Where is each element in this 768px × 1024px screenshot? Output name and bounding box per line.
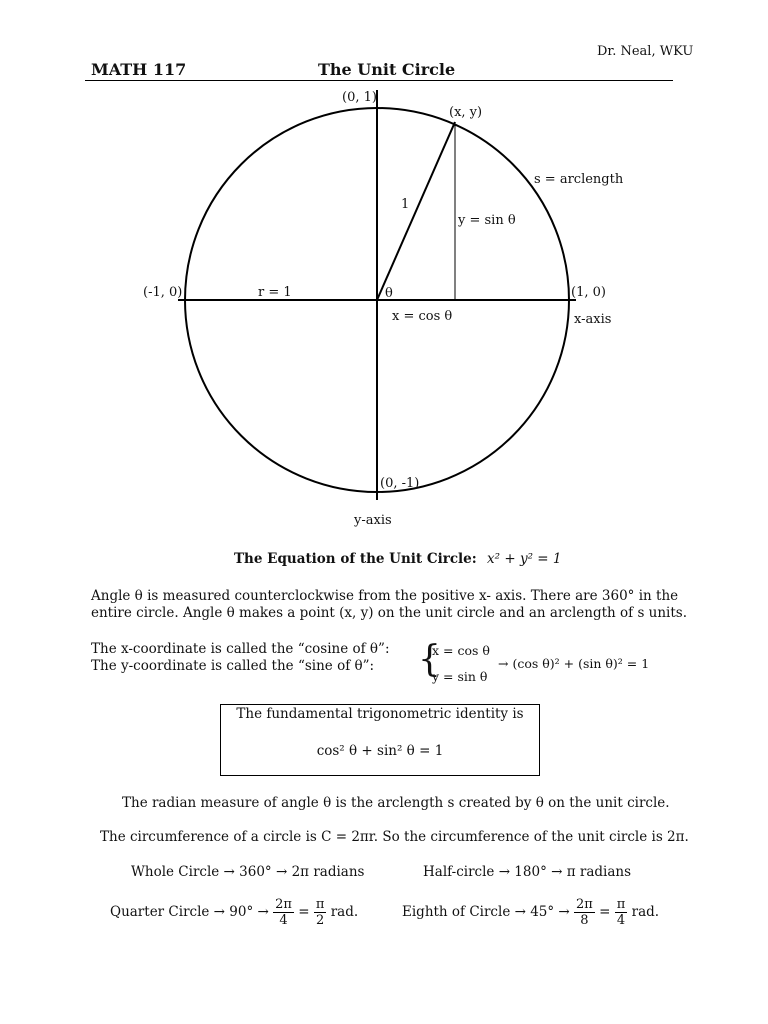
equation-line xyxy=(234,551,562,568)
paragraph-line-2: entire circle. Angle θ makes a point (x, y) on the unit circle and an arclength of s units. xyxy=(91,605,688,621)
eighth-den-2: 4 xyxy=(616,913,626,928)
label-theta: θ xyxy=(385,286,393,301)
radius-segment xyxy=(377,122,455,300)
circumference-line: The circumference of a circle is C = 2πr. So the circumference of the unit circle is 2π. xyxy=(100,829,689,845)
identity-box-title: The fundamental trigonometric identity is xyxy=(236,706,524,722)
half-circle-conversion: Half-circle → 180° → π radians xyxy=(423,864,632,880)
whole-circle-conversion: Whole Circle → 360° → 2π radians xyxy=(131,864,365,880)
eighth-fraction-2 xyxy=(615,897,628,928)
course-code: MATH 117 xyxy=(91,60,187,79)
quarter-fraction-1 xyxy=(273,897,294,928)
eighth-num-2: π xyxy=(616,897,626,912)
radian-definition: The radian measure of angle θ is the arclength s created by θ on the unit circle. xyxy=(122,795,670,811)
eighth-num-1: 2π xyxy=(576,897,593,912)
quarter-den-1: 4 xyxy=(279,913,288,928)
sine-definition: The y-coordinate is called the “sine of θ”: xyxy=(91,658,375,674)
brace-top-equation: x = cos θ xyxy=(432,643,490,658)
eighth-den-1: 8 xyxy=(580,913,589,928)
label-right-point: (1, 0) xyxy=(571,285,606,300)
quarter-den-2: 2 xyxy=(315,913,325,928)
label-y-sin: y = sin θ xyxy=(458,213,516,228)
eighth-rad: rad. xyxy=(631,904,660,920)
unit-circle-equation: x² + y² = 1 xyxy=(487,551,562,567)
label-r-one: r = 1 xyxy=(258,285,292,300)
label-left-point: (-1, 0) xyxy=(143,285,183,300)
eighth-prefix: Eighth of Circle → 45° → xyxy=(402,904,570,920)
author-name: Dr. Neal, WKU xyxy=(597,44,694,59)
eighth-circle-conversion xyxy=(402,897,659,928)
label-arclength: s = arclength xyxy=(534,172,624,187)
quarter-num-2: π xyxy=(315,897,325,912)
label-bottom-point: (0, -1) xyxy=(380,476,420,491)
label-x-cos: x = cos θ xyxy=(392,309,453,324)
label-x-axis: x-axis xyxy=(574,312,612,327)
quarter-equals: = xyxy=(298,904,310,920)
quarter-circle-conversion xyxy=(110,897,358,928)
quarter-rad: rad. xyxy=(330,904,359,920)
eighth-equals: = xyxy=(599,904,611,920)
brace-bottom-equation: y = sin θ xyxy=(432,669,488,684)
pythagorean-result: → (cos θ)² + (sin θ)² = 1 xyxy=(498,656,650,671)
paragraph-line-1: Angle θ is measured counterclockwise from the positive x- axis. There are 360° in the xyxy=(91,588,679,604)
cosine-definition: The x-coordinate is called the “cosine of θ”: xyxy=(91,641,390,657)
system-brace: { xyxy=(418,639,441,680)
quarter-fraction-2 xyxy=(314,897,327,928)
eighth-fraction-1 xyxy=(574,897,595,928)
quarter-prefix: Quarter Circle → 90° → xyxy=(110,904,269,920)
quarter-num-1: 2π xyxy=(275,897,292,912)
label-radius-one: 1 xyxy=(401,197,410,212)
label-xy-point: (x, y) xyxy=(449,105,483,120)
label-top-point: (0, 1) xyxy=(342,90,377,105)
identity-box-formula: cos² θ + sin² θ = 1 xyxy=(316,743,444,759)
label-y-axis: y-axis xyxy=(354,513,392,528)
page-title: The Unit Circle xyxy=(318,60,456,79)
equation-heading: The Equation of the Unit Circle: xyxy=(234,551,477,567)
